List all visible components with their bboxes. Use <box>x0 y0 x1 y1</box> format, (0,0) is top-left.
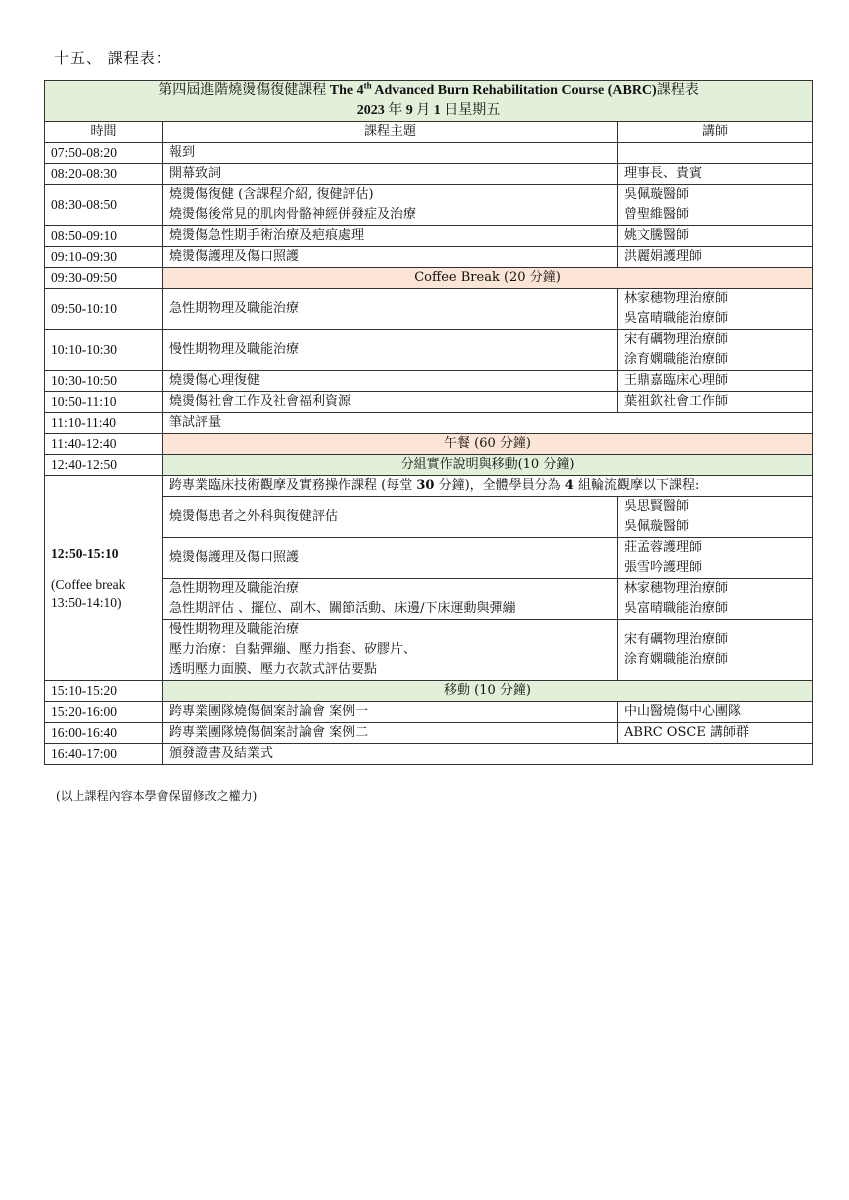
table-row: 09:10-09:30 燒燙傷護理及傷口照護 洪麗娟護理師 <box>45 247 813 268</box>
col-header-speaker: 講師 <box>618 122 813 143</box>
table-row: 16:40-17:00 頒發證書及結業式 <box>45 744 813 765</box>
coffee-break-cell: Coffee Break (20 分鐘) <box>163 268 813 289</box>
table-row: 燒燙傷護理及傷口照護 莊孟蓉護理師 張雪吟護理師 <box>45 538 813 579</box>
table-row: 10:30-10:50 燒燙傷心理復健 王鼎嘉臨床心理師 <box>45 371 813 392</box>
header-row <box>45 122 813 143</box>
schedule-table <box>44 80 813 765</box>
col-header-topic: 課程主題 <box>163 122 618 143</box>
section-heading: 十五、 課程表： <box>54 49 172 67</box>
table-row-break: 12:40-12:50 分組實作說明與移動(10 分鐘) <box>45 455 813 476</box>
table-row-break: 11:40-12:40 午餐 (60 分鐘) <box>45 434 813 455</box>
table-row: 07:50-08:20 報到 <box>45 143 813 164</box>
col-header-time: 時間 <box>45 122 163 143</box>
session-time-cell: 12:50-15:10 (Coffee break 13:50-14:10) <box>45 476 163 681</box>
table-row: 慢性期物理及職能治療 壓力治療：自黏彈繃、壓力指套、矽膠片、 透明壓力面膜、壓力衣款式評估要點 宋有礪物理治療師 涂育嫻職能治療師 <box>45 620 813 681</box>
footnote: (以上課程內容本學會保留修改之權力) <box>56 789 258 803</box>
table-row: 10:50-11:10 燒燙傷社會工作及社會福利資源 葉祖欽社會工作師 <box>45 392 813 413</box>
table-row-session <box>45 476 813 497</box>
table-row: 15:20-16:00 跨專業團隊燒傷個案討論會 案例一 中山醫燒傷中心團隊 <box>45 702 813 723</box>
schedule-date: 2023 年 9 月 1 日星期五 <box>356 103 501 118</box>
table-row-break: 15:10-15:20 移動 (10 分鐘) <box>45 681 813 702</box>
table-row: 08:30-08:50 燒燙傷復健 (含課程介紹, 復健評估) 燒燙傷後常見的肌肉骨骼神經併發症及治療 吳佩璇醫師 曾聖維醫師 <box>45 185 813 226</box>
table-row: 急性期物理及職能治療 急性期評估 、擺位、副木、關節活動、床邊/下床運動與彈繃 林家穗物理治療師 吳富晴職能治療師 <box>45 579 813 620</box>
table-row: 08:20-08:30 開幕致詞 理事長、貴賓 <box>45 164 813 185</box>
lunch-break-cell: 午餐 (60 分鐘) <box>163 434 813 455</box>
move-cell: 移動 (10 分鐘) <box>163 681 813 702</box>
table-row: 09:50-10:10 急性期物理及職能治療 林家穗物理治療師 吳富晴職能治療師 <box>45 289 813 330</box>
transition-cell: 分組實作說明與移動(10 分鐘) <box>163 455 813 476</box>
table-row: 燒燙傷患者之外科與復健評估 吳思賢醫師 吳佩璇醫師 <box>45 497 813 538</box>
table-row: 10:10-10:30 慢性期物理及職能治療 宋有礪物理治療師 涂育嫻職能治療師 <box>45 330 813 371</box>
table-row: 11:10-11:40 筆試評量 <box>45 413 813 434</box>
title-row <box>45 81 813 122</box>
table-row-break: 09:30-09:50 Coffee Break (20 分鐘) <box>45 268 813 289</box>
session-intro: 跨專業臨床技術觀摩及實務操作課程 (每堂 30 分鐘)，全體學員分為 4 組輪流觀摩以下課程: <box>163 476 813 497</box>
table-row: 16:00-16:40 跨專業團隊燒傷個案討論會 案例二 ABRC OSCE 講師群 <box>45 723 813 744</box>
table-row: 08:50-09:10 燒燙傷急性期手術治療及疤痕處理 姚文騰醫師 <box>45 226 813 247</box>
schedule-title: 第四屆進階燒燙傷復健課程 The 4th Advanced Burn Rehabilitation Course (ABRC)課程表 2023 年 9 月 1 日星期五 <box>45 81 813 122</box>
